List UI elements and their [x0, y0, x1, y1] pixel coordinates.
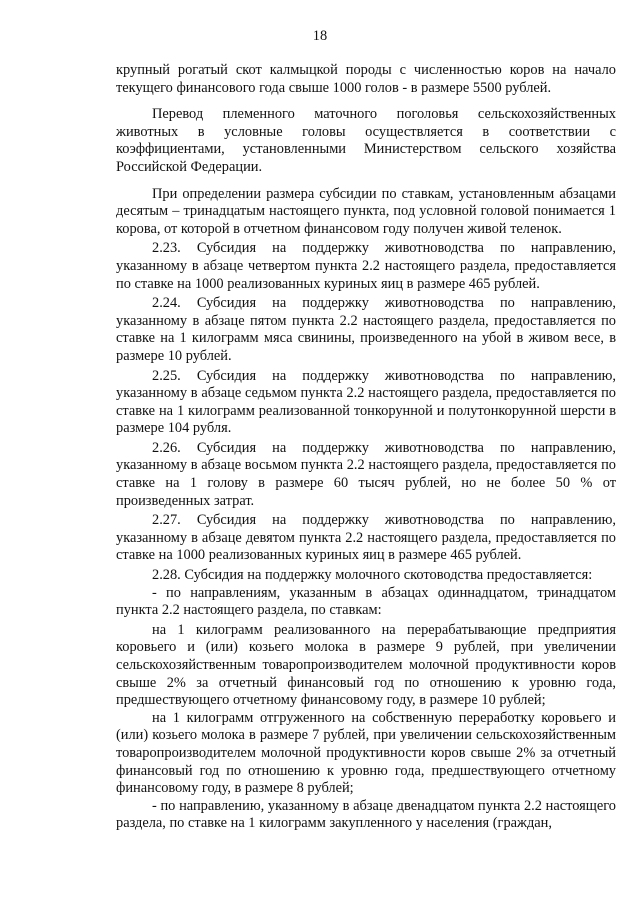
- paragraph-5: 2.24. Субсидия на поддержку животноводства по направлению, указанному в абзаце пятом пункта 2.2 настоящего раздела, предоставляется по ставке на 1 килограмм мяса свинины, произведенного на убой в живом весе, в размере 10 рублей.: [116, 295, 616, 364]
- paragraph-4: 2.23. Субсидия на поддержку животноводства по направлению, указанному в абзаце четвертом пункта 2.2 настоящего раздела, предоставляется по ставке на 1000 реализованных куриных яиц в размере 465 рублей.: [116, 240, 616, 292]
- paragraph-9: 2.28. Субсидия на поддержку молочного скотоводства предоставляется:: [152, 567, 593, 584]
- paragraph-8: 2.27. Субсидия на поддержку животноводства по направлению, указанному в абзаце девятом пункта 2.2 настоящего раздела, предоставляется по ставке на 1000 реализованных куриных яиц в размере 465 рублей.: [116, 512, 616, 564]
- paragraph-13: - по направлению, указанному в абзаце двенадцатом пункта 2.2 настоящего раздела, по ставке на 1 килограмм закупленного у населения (граждан,: [116, 797, 616, 832]
- page-number: 18: [312, 28, 328, 44]
- paragraph-6: 2.25. Субсидия на поддержку животноводства по направлению, указанному в абзаце седьмом пункта 2.2 настоящего раздела, предоставляется по ставке на 1 килограмм реализованной тонкорунной и полутонкорунной шерсти в размере 104 рубля.: [116, 367, 616, 437]
- paragraph-2: Перевод племенного маточного поголовья сельскохозяйственных животных в условные головы осуществляется в соответствии с коэффициентами, установленными Министерством сельского хозяйства Российской Федерации.: [116, 106, 616, 175]
- paragraph-10: - по направлениям, указанным в абзацах одиннадцатом, тринадцатом пункта 2.2 настоящего раздела, по ставкам:: [116, 584, 616, 619]
- document-body: [116, 62, 616, 833]
- paragraph-7: 2.26. Субсидия на поддержку животноводства по направлению, указанному в абзаце восьмом пункта 2.2 настоящего раздела, предоставляется по ставке на 1 голову в размере 60 тысяч рублей, но не более 50 % от произведенных затрат.: [116, 439, 616, 509]
- paragraph-11: на 1 килограмм реализованного на перерабатывающие предприятия коровьего и (или) козьего молока в размере 9 рублей, при увеличении сельскохозяйственным товаропроизводителем молочной продуктивности коров свыше 2% за отчетный финансовый год по отношению к уровню года, предшествующего отчетному финансовому году, в размере 10 рублей;: [116, 621, 616, 709]
- paragraph-1: крупный рогатый скот калмыцкой породы с численностью коров на начало текущего финансового года свыше 1000 голов - в размере 5500 рублей.: [116, 62, 616, 96]
- paragraph-3: При определении размера субсидии по ставкам, установленным абзацами десятым – тринадцатым настоящего пункта, под условной головой понимается 1 корова, от которой в отчетном финансовом году получен живой теленок.: [116, 185, 616, 237]
- paragraph-12: на 1 килограмм отгруженного на собственную переработку коровьего и (или) козьего молока в размере 7 рублей, при увеличении сельскохозяйственным товаропроизводителем молочной продуктивности коров свыше 2% за отчетный финансовый год по отношению к уровню года, предшествующего отчетному финансовому году, в размере 8 рублей;: [116, 709, 616, 797]
